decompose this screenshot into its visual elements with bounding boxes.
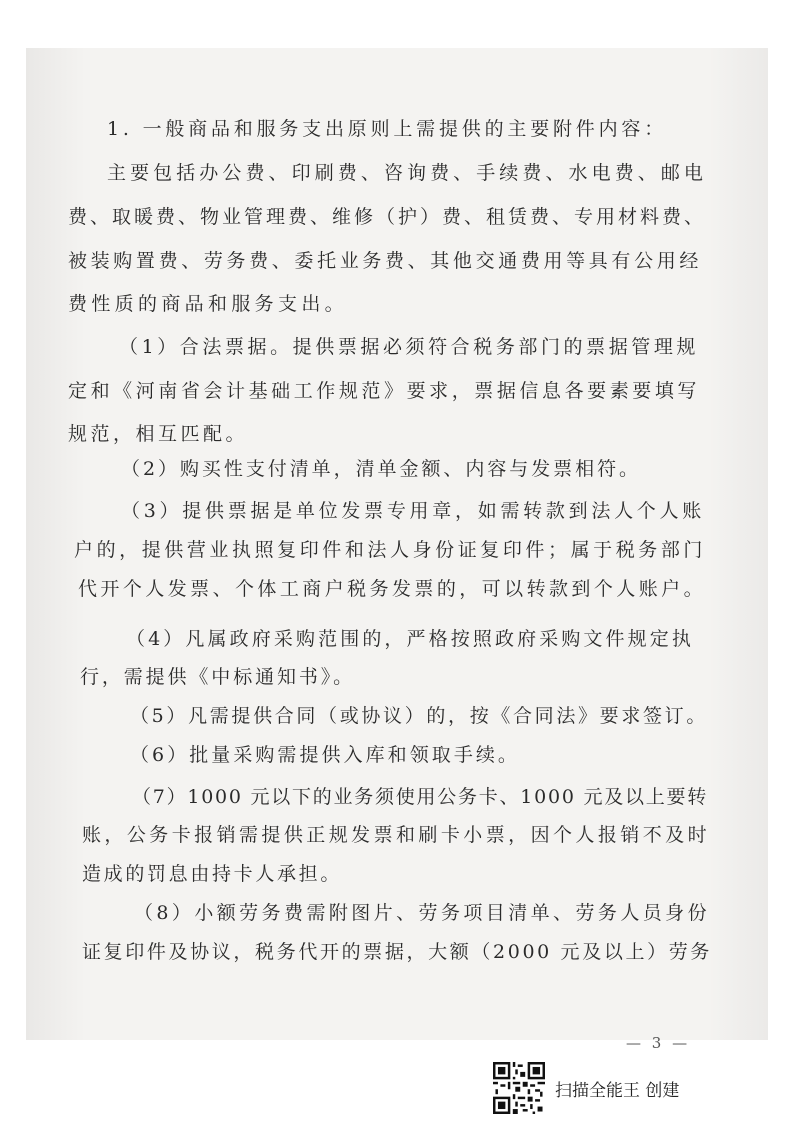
text-line: （4）凡属政府采购范围的，严格按照政府采购文件规定执 (126, 628, 694, 650)
text-line: （7）1000 元以下的业务须使用公务卡、1000 元及以上要转 (132, 786, 708, 808)
text-line: （2）购买性支付清单，清单金额、内容与发票相符。 (121, 458, 641, 480)
qr-code-icon (493, 1062, 545, 1114)
text-line: （5）凡需提供合同（或协议）的，按《合同法》要求签订。 (130, 705, 708, 727)
text-line: 主要包括办公费、印刷费、咨询费、手续费、水电费、邮电 (107, 162, 707, 184)
text-line: 行，需提供《中标通知书》。 (80, 666, 355, 688)
text-line: 户的，提供营业执照复印件和法人身份证复印件；属于税务部门 (74, 539, 706, 561)
text-line: 代开个人发票、个体工商户税务发票的，可以转款到个人账户。 (78, 578, 706, 600)
text-line: 费性质的商品和服务支出。 (68, 293, 348, 315)
text-line: 规范，相互匹配。 (68, 423, 248, 445)
text-line: 造成的罚息由持卡人承担。 (82, 863, 342, 885)
text-line: （6）批量采购需提供入库和领取手续。 (130, 744, 520, 766)
scanned-document (26, 48, 768, 1052)
text-line: 1. 一般商品和服务支出原则上需提供的主要附件内容： (107, 118, 667, 140)
text-line: 费、取暖费、物业管理费、维修（护）费、租赁费、专用材料费、 (68, 206, 706, 228)
text-line: （8）小额劳务费需附图片、劳务项目清单、劳务人员身份 (134, 902, 710, 924)
text-line: 被装购置费、劳务费、委托业务费、其他交通费用等具有公用经 (68, 250, 702, 272)
text-line: （1）合法票据。提供票据必须符合税务部门的票据管理规 (119, 336, 699, 358)
scanner-watermark (493, 1062, 679, 1114)
page-number: — 3 — (626, 1034, 691, 1052)
text-line: 证复印件及协议，税务代开的票据，大额（2000 元及以上）劳务 (82, 941, 712, 963)
text-line: （3）提供票据是单位发票专用章，如需转款到法人个人账 (121, 500, 705, 522)
text-line: 定和《河南省会计基础工作规范》要求，票据信息各要素要填写 (68, 380, 700, 402)
text-line: 账，公务卡报销需提供正规发票和刷卡小票，因个人报销不及时 (82, 824, 710, 846)
scanner-watermark-text: 扫描全能王 创建 (555, 1080, 680, 1101)
